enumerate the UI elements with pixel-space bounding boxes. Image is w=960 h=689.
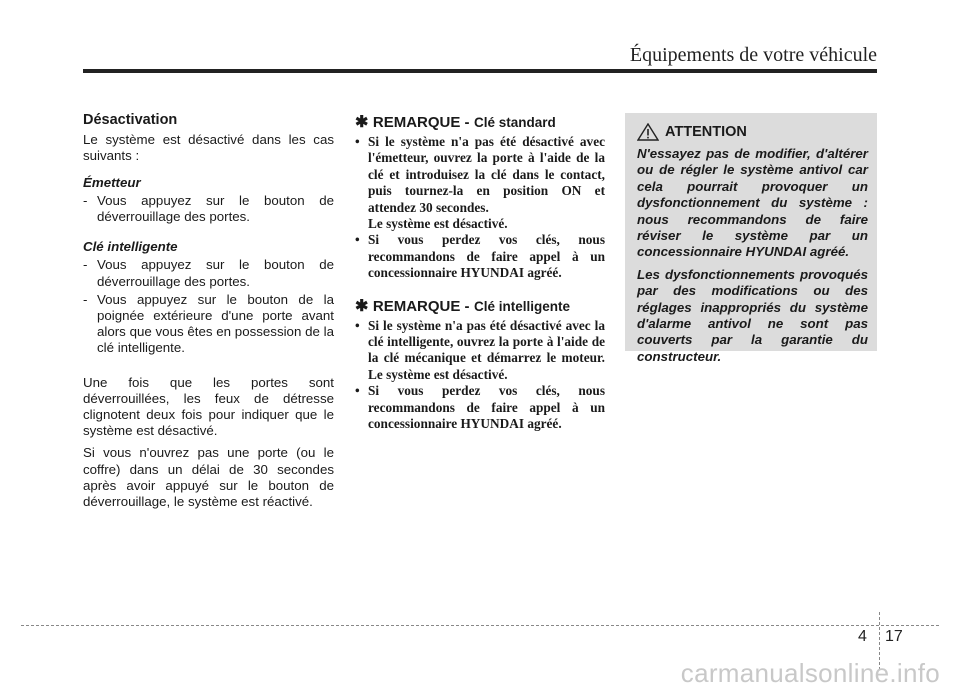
paragraph: Une fois que les portes sont déverrouillées, les feux de détresse clignotent deux fois pour indiquer que le système est désactivé.: [83, 374, 334, 439]
list-item: • Si vous perdez vos clés, nous recommandons de faire appel à un concessionnaire HYUNDAI agréé.: [355, 232, 605, 281]
attention-box: [625, 113, 877, 364]
bullet-icon: •: [355, 317, 360, 333]
dash-bullet: -: [83, 291, 88, 307]
deactivation-section: [83, 112, 334, 516]
smart-key-subheading: Clé intelligente: [83, 239, 178, 255]
warning-triangle-icon: [637, 123, 659, 141]
bullet-icon: •: [355, 383, 360, 399]
star-icon: ✱: [355, 297, 369, 315]
emitter-subheading: Émetteur: [83, 174, 141, 190]
watermark-text: carmanualsonline.info: [680, 658, 940, 688]
attention-title: ATTENTION: [665, 124, 747, 140]
remark-list: [355, 318, 605, 433]
list-item: - Vous appuyez sur le bouton de déverrouillage des portes.: [83, 192, 334, 225]
header-rule: [83, 69, 877, 73]
paragraph: Si vous n'ouvrez pas une porte (ou le coffre) dans un délai de 30 secondes après avoir appuyé sur le bouton de déverrouillage, le système est réactivé.: [83, 445, 334, 510]
running-header-title: Équipements de votre véhicule: [629, 44, 877, 66]
attention-paragraph: N'essayez pas de modifier, d'altérer ou de régler le système antivol car cela pourrait provoquer un dysfonctionnement du système : nous recommandons de faire réviser le système par un concessionnaire HYUNDAI agréé.: [637, 146, 868, 260]
remark-heading: ✱ REMARQUE - Clé standard: [355, 114, 556, 131]
footer-rule: [21, 625, 939, 626]
list-item: • Si le système n'a pas été désactivé avec l'émetteur, ouvrez la porte à l'aide de la clé et introduisez la clé dans le contact, puis tournez-la en position ON et attendez 30 secondes.: [355, 134, 605, 215]
attention-heading: [637, 123, 868, 141]
bullet-icon: •: [355, 232, 360, 248]
section-heading: Désactivation: [83, 112, 178, 128]
attention-paragraph: Les dysfonctionnements provoqués par des modifications ou des réglages inappropriés du système d'alarme antivol ne sont pas couverts par la garantie du constructeur.: [637, 266, 868, 364]
star-icon: ✱: [355, 114, 369, 131]
page-number: 17: [885, 628, 903, 645]
list-item: Le système est désactivé.: [368, 216, 508, 232]
intro-text: Le système est désactivé dans les cas suivants :: [83, 132, 334, 164]
remark-heading: ✱ REMARQUE - Clé intelligente: [355, 297, 571, 315]
list-item: • Si le système n'a pas été désactivé avec la clé intelligente, ouvrez la porte à l'aide de la clé mécanique et démarrez le moteur. Le système est désactivé.: [355, 317, 605, 382]
list-item: - Vous appuyez sur le bouton de la poignée extérieure d'une porte avant alors que vous êtes en possession de la clé intelligente.: [83, 291, 334, 356]
remark-list: [355, 134, 605, 282]
bullet-icon: •: [355, 134, 360, 149]
list-item: • Si vous perdez vos clés, nous recommandons de faire appel à un concessionnaire HYUNDAI agréé.: [355, 383, 605, 432]
list-item: - Vous appuyez sur le bouton de déverrouillage des portes.: [83, 257, 334, 289]
remarks-column: [355, 112, 605, 433]
dash-bullet: -: [83, 257, 88, 273]
chapter-number: 4: [858, 628, 867, 645]
dash-bullet: -: [83, 192, 88, 208]
